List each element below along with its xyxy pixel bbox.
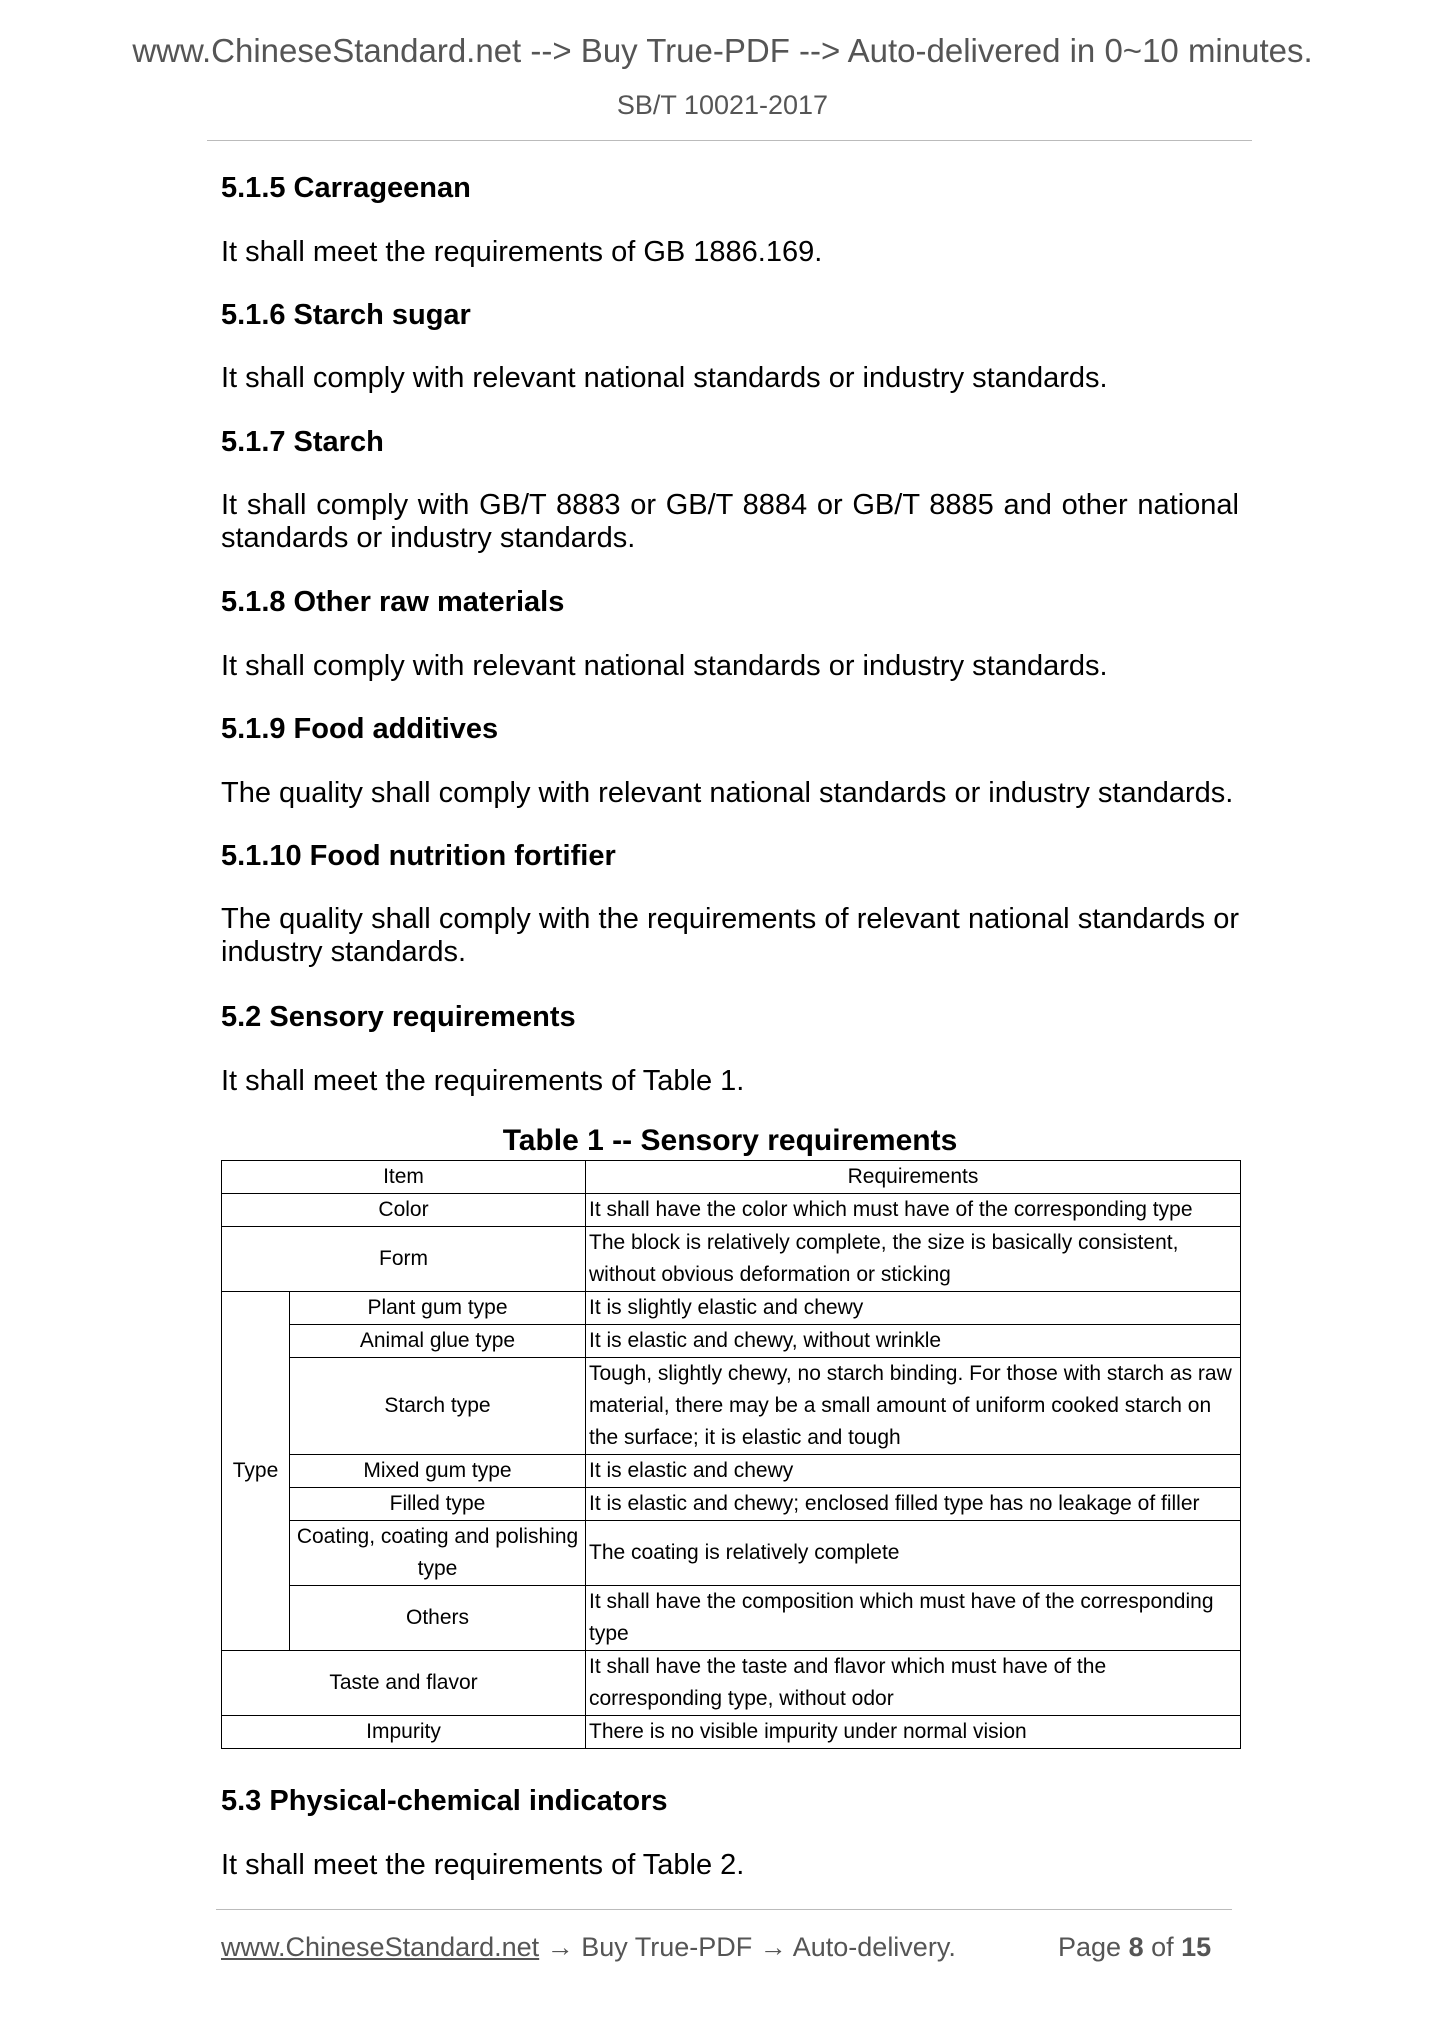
heading-5-1-5: 5.1.5 Carrageenan xyxy=(221,172,471,204)
requirement-cell-color: It shall have the color which must have of the corresponding type xyxy=(586,1194,1241,1227)
footer-site-link[interactable]: www.ChineseStandard.net xyxy=(221,1932,540,1962)
type-name-cell: Filled type xyxy=(290,1488,586,1521)
table-row xyxy=(222,1651,1241,1716)
paragraph-5-1-6: It shall comply with relevant national standards or industry standards. xyxy=(221,362,1108,394)
paragraph-5-2: It shall meet the requirements of Table 1. xyxy=(221,1065,745,1097)
paragraph-5-1-10: The quality shall comply with the requirements of relevant national standards or industry standards. xyxy=(221,903,1239,968)
table-row xyxy=(222,1292,1241,1325)
table-row xyxy=(222,1586,1241,1651)
page-label: Page xyxy=(1058,1932,1129,1962)
paragraph-5-1-8: It shall comply with relevant national standards or industry standards. xyxy=(221,650,1108,682)
heading-5-1-7: 5.1.7 Starch xyxy=(221,426,384,458)
header-item-cell: Item xyxy=(222,1161,586,1194)
type-name-cell: Plant gum type xyxy=(290,1292,586,1325)
footer-left xyxy=(221,1932,956,1963)
type-requirement-cell: It is elastic and chewy; enclosed filled type has no leakage of filler xyxy=(586,1488,1241,1521)
paragraph-5-1-9: The quality shall comply with relevant national standards or industry standards. xyxy=(221,777,1234,809)
type-requirement-cell: It shall have the composition which must have of the corresponding type xyxy=(586,1586,1241,1651)
requirement-cell-form: The block is relatively complete, the size is basically consistent, without obvious deformation or sticking xyxy=(586,1227,1241,1292)
paragraph-5-1-7: It shall comply with GB/T 8883 or GB/T 8884 or GB/T 8885 and other national standards or industry standards. xyxy=(221,489,1239,554)
type-name-cell: Animal glue type xyxy=(290,1325,586,1358)
type-requirement-cell: The coating is relatively complete xyxy=(586,1521,1241,1586)
document-code: SB/T 10021-2017 xyxy=(616,90,829,120)
sensory-requirements-table xyxy=(221,1160,1241,1749)
heading-5-1-8: 5.1.8 Other raw materials xyxy=(221,586,565,618)
table-row xyxy=(222,1227,1241,1292)
table-row xyxy=(222,1194,1241,1227)
table-row xyxy=(222,1488,1241,1521)
page-number: 8 xyxy=(1128,1932,1144,1962)
paragraph-5-1-5: It shall meet the requirements of GB 1886.169. xyxy=(221,236,823,268)
type-name-cell: Others xyxy=(290,1586,586,1651)
heading-5-2: 5.2 Sensory requirements xyxy=(221,1001,576,1033)
type-requirement-cell: Tough, slightly chewy, no starch binding. For those with starch as raw material, there may be a small amount of uniform cooked starch on the surface; it is elastic and tough xyxy=(586,1358,1241,1455)
table-row xyxy=(222,1521,1241,1586)
table-header-row xyxy=(222,1161,1241,1194)
paragraph-5-3: It shall meet the requirements of Table 2. xyxy=(221,1849,745,1881)
type-requirement-cell: It is elastic and chewy, without wrinkle xyxy=(586,1325,1241,1358)
page-indicator xyxy=(1058,1932,1211,1963)
type-name-cell: Coating, coating and polishing type xyxy=(290,1521,586,1586)
table-row xyxy=(222,1325,1241,1358)
top-banner: www.ChineseStandard.net --> Buy True-PDF --> Auto-delivered in 0~10 minutes. xyxy=(132,32,1313,69)
footer-buy-text: → Buy True-PDF → Auto-delivery. xyxy=(539,1932,956,1962)
type-requirement-cell: It is slightly elastic and chewy xyxy=(586,1292,1241,1325)
item-cell-impurity: Impurity xyxy=(222,1716,586,1749)
table-row xyxy=(222,1358,1241,1455)
page-total: 15 xyxy=(1181,1932,1212,1962)
table-row xyxy=(222,1455,1241,1488)
item-cell-taste: Taste and flavor xyxy=(222,1651,586,1716)
header-requirements-cell: Requirements xyxy=(586,1161,1241,1194)
type-name-cell: Starch type xyxy=(290,1358,586,1455)
heading-5-1-6: 5.1.6 Starch sugar xyxy=(221,299,471,331)
type-group-cell: Type xyxy=(222,1292,290,1651)
item-cell-form: Form xyxy=(222,1227,586,1292)
heading-5-1-10: 5.1.10 Food nutrition fortifier xyxy=(221,840,616,872)
item-cell-color: Color xyxy=(222,1194,586,1227)
heading-5-3: 5.3 Physical-chemical indicators xyxy=(221,1785,668,1817)
footer-divider xyxy=(216,1909,1232,1910)
table-1-caption: Table 1 -- Sensory requirements xyxy=(502,1124,958,1157)
type-requirement-cell: It is elastic and chewy xyxy=(586,1455,1241,1488)
of-label: of xyxy=(1143,1932,1182,1962)
type-name-cell: Mixed gum type xyxy=(290,1455,586,1488)
requirement-cell-taste: It shall have the taste and flavor which must have of the corresponding type, without odor xyxy=(586,1651,1241,1716)
heading-5-1-9: 5.1.9 Food additives xyxy=(221,713,499,745)
table-row xyxy=(222,1716,1241,1749)
header-divider xyxy=(207,140,1252,141)
requirement-cell-impurity: There is no visible impurity under normal vision xyxy=(586,1716,1241,1749)
